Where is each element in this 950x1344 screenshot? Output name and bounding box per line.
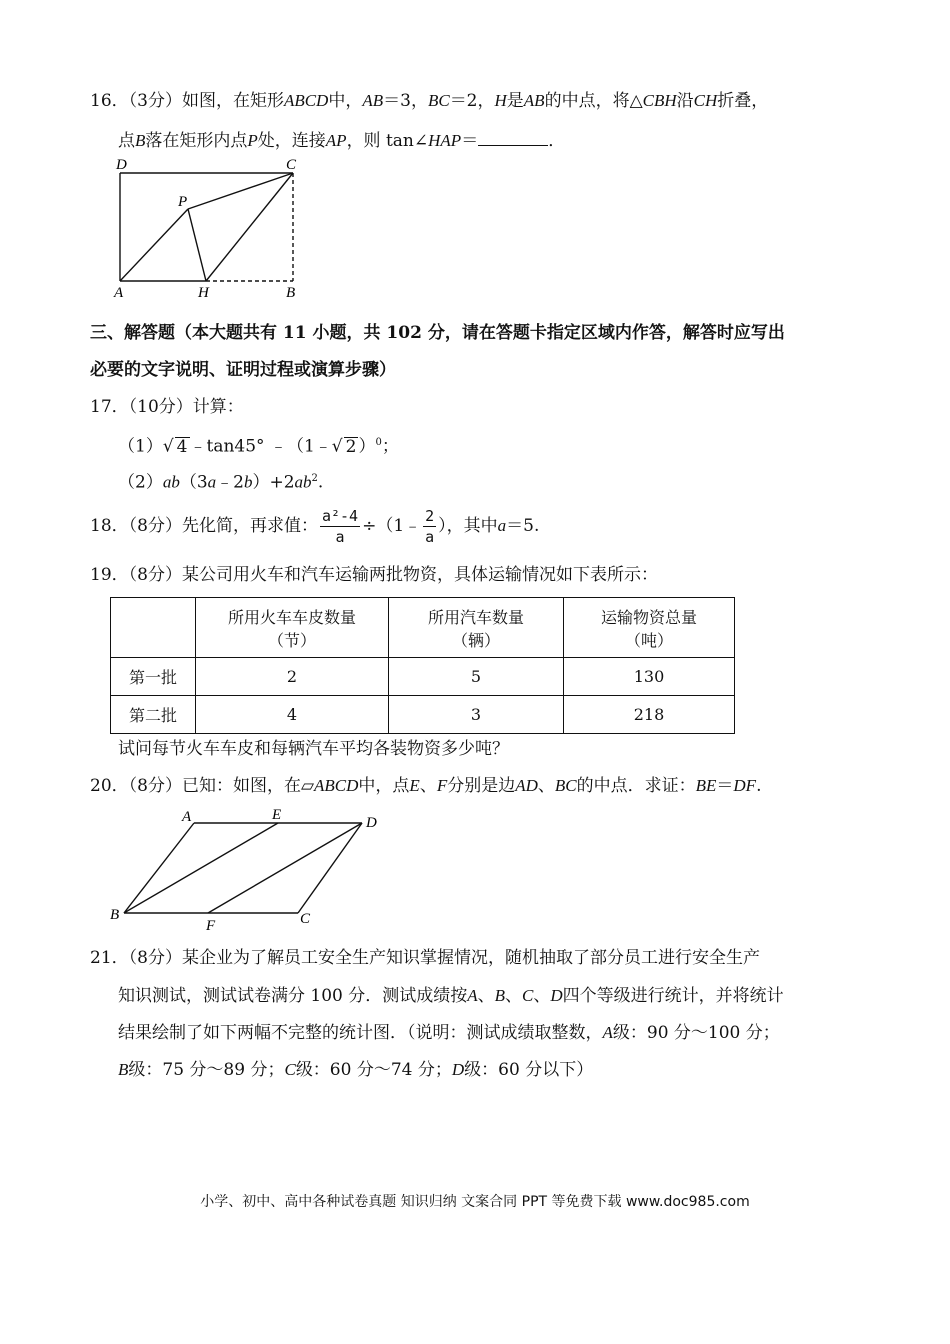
q21-line1: 21．（8分）某企业为了解员工安全生产知识掌握情况，随机抽取了部分员工进行安全生产 bbox=[90, 948, 760, 968]
q21-line2: 知识测试，测试试卷满分 100 分．测试成绩按A、B、C、D四个等级进行统计，并将统计 bbox=[118, 986, 784, 1006]
segment-ab bbox=[124, 823, 194, 913]
q20-parallelogram-figure bbox=[108, 803, 398, 935]
table-header-cell: 所用汽车数量 （辆） bbox=[389, 598, 564, 658]
q17-title: 17．（10分）计算： bbox=[90, 397, 244, 417]
table-cell: 第一批 bbox=[111, 658, 196, 696]
label-b: B bbox=[110, 907, 120, 923]
q20-line: 20．（8分）已知：如图，在▱ABCD中，点E、F分别是边AD、BC的中点．求证：BE＝DF. bbox=[90, 776, 762, 796]
table-cell: 3 bbox=[389, 696, 564, 734]
q16-line1: 16．（3分）如图，在矩形ABCD中，AB＝3，BC＝2，H是AB的中点，将△CBH沿CH折叠， bbox=[90, 91, 769, 111]
label-b: B bbox=[286, 285, 296, 301]
segment-hc bbox=[206, 173, 293, 281]
label-p: P bbox=[178, 194, 188, 210]
label-c: C bbox=[300, 911, 311, 927]
segment-ap bbox=[120, 209, 188, 281]
q21-line4: B级：75 分～89 分；C级：60 分～74 分；D级：60 分以下） bbox=[118, 1060, 594, 1080]
segment-dc bbox=[298, 823, 362, 913]
table-cell: 4 bbox=[196, 696, 389, 734]
label-d: D bbox=[116, 157, 127, 173]
label-e: E bbox=[272, 807, 282, 823]
table-cell: 5 bbox=[389, 658, 564, 696]
q19-table bbox=[110, 597, 735, 734]
q18-fraction-1: $\frac{\text{a²-4}}{a}$ bbox=[321, 507, 359, 546]
table-row bbox=[111, 696, 735, 734]
segment-pc bbox=[188, 173, 293, 209]
table-cell: 2 bbox=[196, 658, 389, 696]
q21-line3: 结果绘制了如下两幅不完整的统计图．（说明：测试成绩取整数，A级：90 分～100 分； bbox=[118, 1023, 780, 1043]
q18-fraction-2: $\frac{2}{a}$ bbox=[425, 507, 435, 546]
label-a: A bbox=[114, 285, 124, 301]
answer-blank bbox=[478, 127, 548, 146]
q17-part2: $(2)ab(3a﹣2b)+2ab^2$. bbox=[118, 472, 324, 493]
table-cell: 130 bbox=[564, 658, 735, 696]
segment-be bbox=[124, 823, 278, 913]
label-f: F bbox=[206, 918, 216, 934]
table-header-row bbox=[111, 598, 735, 658]
q19-question: 试问每节火车车皮和每辆汽车平均各装物资多少吨？ bbox=[118, 739, 509, 759]
table-cell: 218 bbox=[564, 696, 735, 734]
q16-rectangle-figure bbox=[108, 155, 308, 305]
table-header-cell bbox=[111, 598, 196, 658]
table-header-cell: 所用火车车皮数量 （节） bbox=[196, 598, 389, 658]
section3-heading-line2: 必要的文字说明、证明过程或演算步骤） bbox=[90, 360, 396, 380]
segment-fd bbox=[208, 823, 362, 913]
page-footer: 小学、初中、高中各种试卷真题 知识归纳 文案合同 PPT 等免费下载 www.doc985.com bbox=[200, 1194, 750, 1210]
q19-title: 19．（8分）某公司用火车和汽车运输两批物资，具体运输情况如下表所示： bbox=[90, 565, 658, 585]
q18-line: 18．（8分）先化简，再求值： $\frac{\text{a²-4}}{a}$ ÷（1﹣ $\frac{2}{a}$ ），其中a＝5. bbox=[90, 507, 540, 546]
table-cell: 第二批 bbox=[111, 696, 196, 734]
segment-ph bbox=[188, 209, 206, 281]
section3-heading-line1: 三、解答题（本大题共有 11 小题，共 102 分，请在答题卡指定区域内作答，解答时应写出 bbox=[90, 323, 785, 343]
label-c: C bbox=[286, 157, 297, 173]
q16-line2: 点B落在矩形内点P处，连接AP，则 tan∠HAP＝ ． bbox=[118, 127, 565, 153]
table-row bbox=[111, 658, 735, 696]
label-a: A bbox=[182, 809, 192, 825]
q17-part1: （1）√ 4 ﹣tan45° ﹣（1﹣√ 2 ）$^0$； bbox=[118, 436, 399, 457]
label-d: D bbox=[366, 815, 377, 831]
label-h: H bbox=[198, 285, 209, 301]
table-header-cell: 运输物资总量 （吨） bbox=[564, 598, 735, 658]
